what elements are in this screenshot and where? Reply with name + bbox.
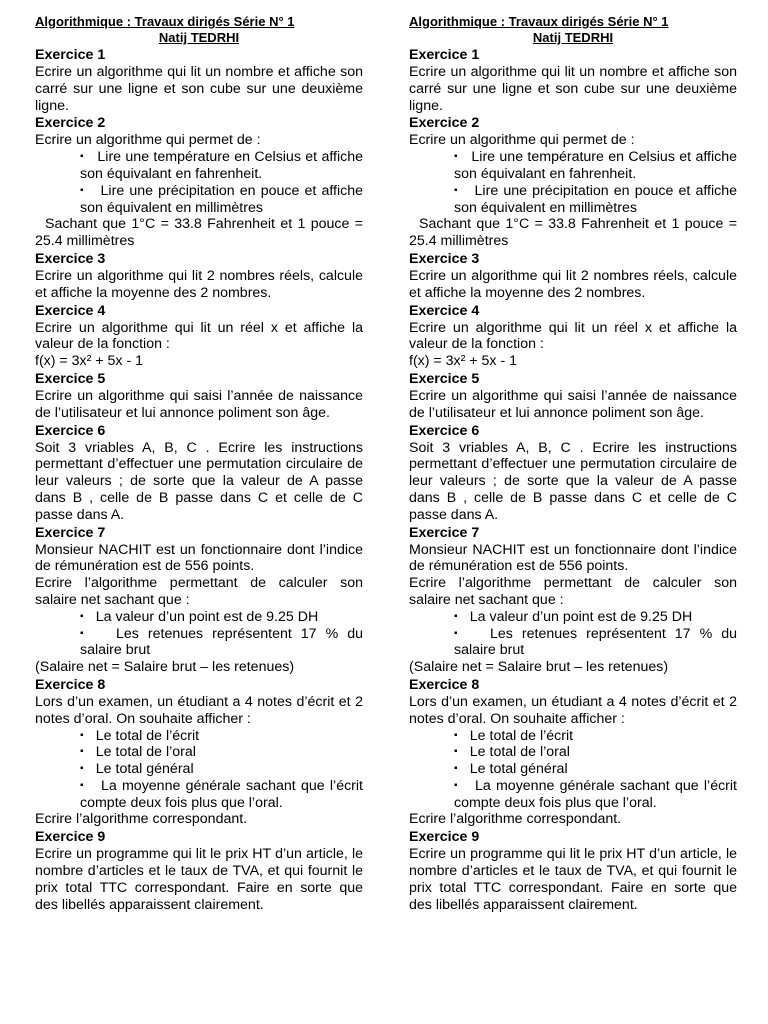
exercise-title: Exercice 1 (35, 47, 106, 63)
exercise-text: Ecrire un algorithme qui lit 2 nombres réels, calcule et affiche la moyenne des 2 nombres. (409, 267, 737, 301)
exercise-text: f(x) = 3x² + 5x - 1 (409, 353, 518, 370)
bullet-item (35, 744, 363, 761)
exercise-text: Sachant que 1°C = 33.8 Fahrenheit et 1 pouce = 25.4 millimètres (35, 216, 363, 250)
bullet-item (35, 761, 363, 778)
exercise-9 (409, 829, 737, 913)
exercise-6 (35, 423, 363, 524)
bullet-item (35, 609, 363, 626)
exercise-title: Exercice 5 (35, 370, 106, 387)
exercise-title: Exercice 2 (409, 115, 480, 132)
exercise-4 (35, 303, 363, 370)
exercise-6 (409, 423, 737, 524)
exercise-9 (35, 829, 363, 913)
exercise-title: Exercice 6 (35, 422, 106, 439)
bullet-text: Le total général (469, 761, 568, 778)
bullet-text: Lire une précipitation en pouce et affiche son équivalent en millimètres (80, 182, 363, 216)
bullet-item (409, 183, 737, 217)
exercise-text: Ecrire un algorithme qui lit un réel x et affiche la valeur de la fonction : (409, 319, 737, 353)
bullet-item (409, 778, 737, 812)
exercise-3 (409, 251, 737, 302)
bullet-text: La moyenne générale sachant que l’écrit compte deux fois plus que l’oral. (454, 777, 737, 811)
bullet-text: Le total général (95, 761, 194, 778)
bullet-item (35, 626, 363, 660)
exercise-text: Soit 3 vriables A, B, C . Ecrire les instructions permettant d’effectuer une permutation circulaire de leur valeurs ; de sorte que la valeur de A passe dans B , celle de B passe dans C et celle de C passe dans A. (409, 439, 737, 523)
bullet-square-icon: ▪ (454, 610, 458, 622)
exercise-title: Exercice 4 (409, 302, 480, 319)
bullet-item (409, 728, 737, 745)
exercise-title: Exercice 5 (409, 370, 480, 387)
bullet-item (35, 149, 363, 183)
bullet-square-icon: ▪ (454, 763, 458, 775)
exercise-title: Exercice 7 (35, 524, 106, 541)
exercise-text: Ecrire l’algorithme permettant de calculer son salaire net sachant que : (409, 575, 737, 608)
exercise-title: Exercice 8 (35, 676, 106, 693)
document-author-copy: Natij TEDRHI (532, 30, 614, 45)
exercise-text: Ecrire un algorithme qui permet de : (409, 132, 635, 149)
bullet-text: La valeur d’un point est de 9.25 DH (95, 608, 319, 625)
bullet-text: Le total de l’oral (469, 744, 570, 761)
exercise-list (35, 47, 363, 913)
bullet-text: Les retenues représentent 17 % du salaire brut (80, 625, 363, 659)
bullet-square-icon: ▪ (454, 627, 458, 639)
exercise-text: Soit 3 vriables A, B, C . Ecrire les instructions permettant d’effectuer une permutation circulaire de leur valeurs ; de sorte que la valeur de A passe dans B , celle de B passe dans C et celle de C passe dans A. (35, 439, 363, 523)
exercise-5 (409, 371, 737, 422)
exercise-7 (35, 525, 363, 676)
exercise-text: Ecrire un algorithme qui saisi l’année de naissance de l’utilisateur et lui annonce poliment son âge. (35, 387, 363, 421)
exercise-text: Ecrire un algorithme qui lit un réel x et affiche la valeur de la fonction : (35, 319, 363, 353)
exercise-text: Ecrire un programme qui lit le prix HT d’un article, le nombre d’articles et le taux de TVA, et qui fournit le prix total TTC correspondant. Faire en sorte que des libellés apparaissent clairement. (35, 846, 363, 913)
exercise-text: (Salaire net = Salaire brut – les retenues) (35, 659, 295, 676)
bullet-square-icon: ▪ (454, 729, 458, 741)
exercise-8 (35, 677, 363, 828)
exercise-text: Monsieur NACHIT est un fonctionnaire dont l’indice de rémunération est de 556 points. (409, 541, 737, 575)
exercise-7 (409, 525, 737, 676)
exercise-title: Exercice 1 (409, 47, 480, 63)
bullet-text: Lire une température en Celsius et affiche son équivalant en fahrenheit. (80, 149, 363, 182)
bullet-text: Le total de l’écrit (95, 727, 200, 744)
document-title-copy: Algorithmique : Travaux dirigés Série N° 1 (409, 14, 669, 29)
exercise-text: Ecrire un algorithme qui lit un nombre et affiche son carré sur une ligne et son cube sur une deuxième ligne. (409, 64, 737, 114)
exercise-text: Ecrire l’algorithme permettant de calculer son salaire net sachant que : (35, 575, 363, 608)
exercise-text: Lors d’un examen, un étudiant a 4 notes d’écrit et 2 notes d’oral. On souhaite afficher : (35, 693, 363, 727)
exercise-2 (409, 115, 737, 250)
exercise-title: Exercice 3 (409, 250, 480, 267)
exercise-text: Ecrire l’algorithme correspondant. (35, 811, 248, 828)
bullet-square-icon: ▪ (454, 151, 458, 163)
bullet-square-icon: ▪ (454, 779, 458, 791)
exercise-text: Ecrire un algorithme qui lit 2 nombres réels, calcule et affiche la moyenne des 2 nombres. (35, 267, 363, 301)
exercise-title: Exercice 4 (35, 302, 106, 319)
bullet-square-icon: ▪ (454, 184, 458, 196)
bullet-square-icon: ▪ (80, 746, 84, 758)
exercise-5 (35, 371, 363, 422)
exercise-2 (35, 115, 363, 250)
exercise-1 (409, 47, 737, 114)
exercise-4 (409, 303, 737, 370)
bullet-square-icon: ▪ (80, 779, 84, 791)
exercise-title: Exercice 6 (409, 422, 480, 439)
exercise-title: Exercice 8 (409, 676, 480, 693)
exercise-3 (35, 251, 363, 302)
exercise-text: Sachant que 1°C = 33.8 Fahrenheit et 1 pouce = 25.4 millimètres (409, 216, 737, 250)
exercise-1 (35, 47, 363, 114)
bullet-text: Le total de l’oral (95, 744, 196, 761)
document-author: Natij TEDRHI (158, 30, 240, 45)
bullet-square-icon: ▪ (80, 151, 84, 163)
exercise-text: f(x) = 3x² + 5x - 1 (35, 353, 144, 370)
bullet-text: Lire une température en Celsius et affiche son équivalant en fahrenheit. (454, 149, 737, 182)
bullet-text: La valeur d’un point est de 9.25 DH (469, 608, 693, 625)
right-column (409, 14, 737, 914)
exercise-list-copy (409, 47, 737, 913)
exercise-text: Lors d’un examen, un étudiant a 4 notes d’écrit et 2 notes d’oral. On souhaite afficher : (409, 693, 737, 727)
left-column (35, 14, 363, 914)
bullet-item (409, 626, 737, 660)
bullet-square-icon: ▪ (80, 610, 84, 622)
bullet-square-icon: ▪ (454, 746, 458, 758)
exercise-title: Exercice 9 (409, 829, 480, 846)
exercise-text: (Salaire net = Salaire brut – les retenues) (409, 659, 669, 676)
document-title: Algorithmique : Travaux dirigés Série N° 1 (35, 14, 295, 29)
exercise-8 (409, 677, 737, 828)
exercise-text: Ecrire un algorithme qui lit un nombre et affiche son carré sur une ligne et son cube sur une deuxième ligne. (35, 64, 363, 114)
exercise-text: Ecrire l’algorithme correspondant. (409, 811, 622, 828)
bullet-square-icon: ▪ (80, 729, 84, 741)
exercise-text: Ecrire un algorithme qui saisi l’année de naissance de l’utilisateur et lui annonce poliment son âge. (409, 387, 737, 421)
bullet-item (35, 778, 363, 812)
exercise-text: Ecrire un algorithme qui permet de : (35, 132, 261, 149)
bullet-text: Le total de l’écrit (469, 727, 574, 744)
bullet-item (409, 609, 737, 626)
bullet-item (35, 728, 363, 745)
bullet-text: La moyenne générale sachant que l’écrit compte deux fois plus que l’oral. (80, 777, 363, 811)
exercise-text: Ecrire un programme qui lit le prix HT d’un article, le nombre d’articles et le taux de TVA, et qui fournit le prix total TTC correspondant. Faire en sorte que des libellés apparaissent clairement. (409, 846, 737, 913)
bullet-item (409, 761, 737, 778)
bullet-item (409, 744, 737, 761)
bullet-square-icon: ▪ (80, 184, 84, 196)
bullet-square-icon: ▪ (80, 627, 84, 639)
bullet-text: Lire une précipitation en pouce et affiche son équivalent en millimètres (454, 182, 737, 216)
exercise-text: Monsieur NACHIT est un fonctionnaire dont l’indice de rémunération est de 556 points. (35, 541, 363, 575)
bullet-item (409, 149, 737, 183)
bullet-square-icon: ▪ (80, 763, 84, 775)
bullet-item (35, 183, 363, 217)
exercise-title: Exercice 7 (409, 524, 480, 541)
exercise-title: Exercice 2 (35, 115, 106, 132)
bullet-text: Les retenues représentent 17 % du salaire brut (454, 625, 737, 659)
exercise-title: Exercice 3 (35, 250, 106, 267)
exercise-title: Exercice 9 (35, 829, 106, 846)
